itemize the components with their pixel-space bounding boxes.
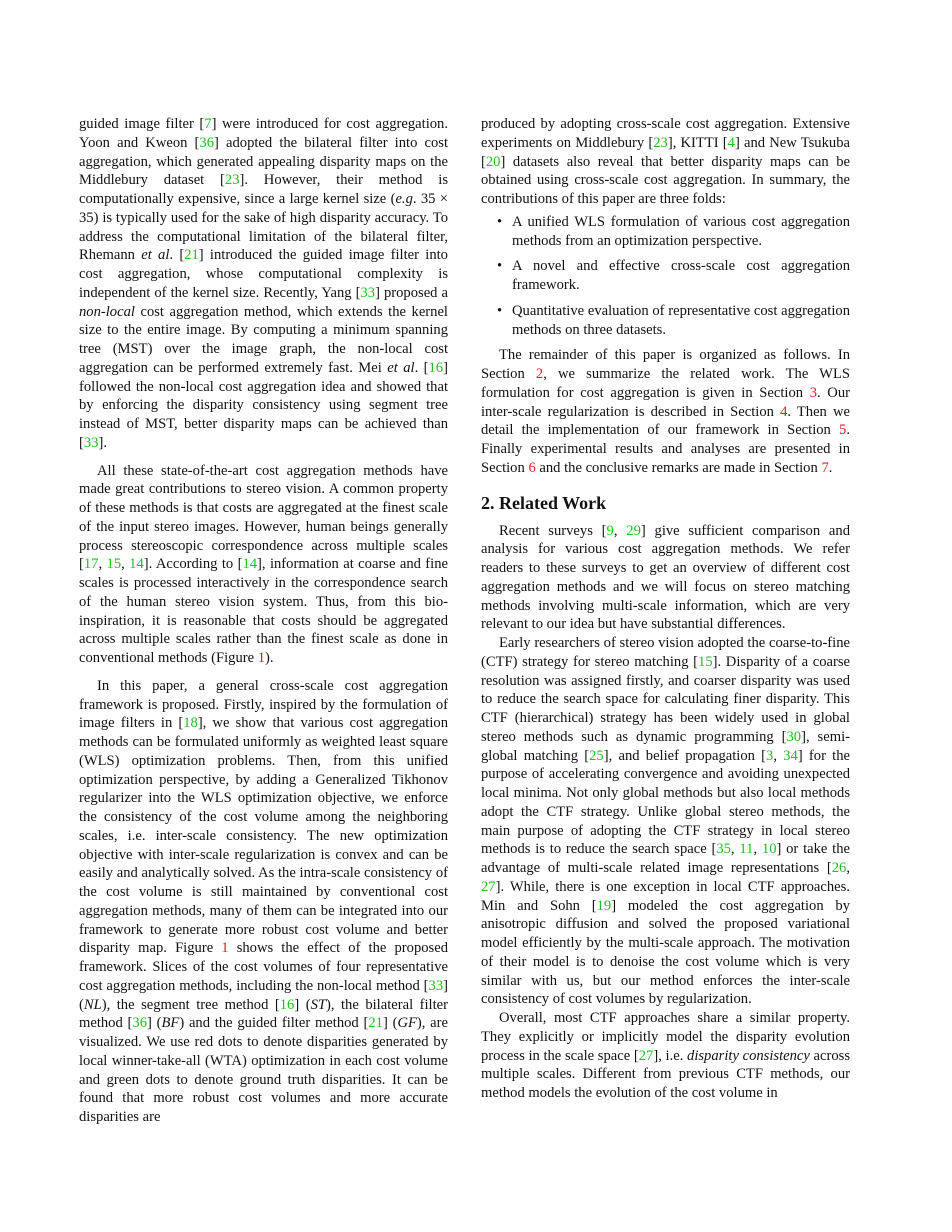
citation[interactable]: 15 [106,556,122,573]
citation[interactable]: 30 [786,728,802,745]
citation[interactable]: 3 [766,747,774,764]
citation[interactable]: 23 [653,134,668,151]
citation[interactable]: 15 [698,653,713,670]
citation[interactable]: 21 [368,1015,383,1032]
bullet-icon: • [497,302,503,319]
bullet-icon: • [497,213,503,230]
section-heading-related-work: 2. Related Work [481,492,607,513]
section-reference[interactable]: 6 [528,459,536,476]
list-item: • Quantitative evaluation of representative cost aggregation methods on three datasets. [497,302,850,338]
figure-reference[interactable]: 1 [257,650,266,666]
left-column [79,115,448,1127]
citation[interactable]: 33 [83,434,99,451]
citation[interactable]: 16 [428,359,444,376]
citation[interactable]: 21 [184,247,199,264]
paragraph-proposed-framework: In this paper, a general cross-scale cost aggregation framework is proposed. Firstly, inspired by the formulation of image filters in [18], we show that various cost aggregation methods can be formulated uniformly as weighted least square (WLS) optimization problems. Then, from this unified optimization perspective, by adding a Generalized Tikhonov regularizer into the WLS optimization objective, we enforce the consistency of the cost volume among the neighboring scales, i.e. inter-scale consistency. The new optimization objective with inter-scale regularization is convex and can be easily and analytically solved. As the intra-scale consistency of the cost volume is still maintained by conventional cost aggregation methods, many of them can be integrated into our framework to generate more robust cost volume and better disparity map. Figure 1 shows the effect of the proposed framework. Slices of the cost volumes of four representative cost aggregation methods, including the non-local method [33] (NL), the segment tree method [16] (ST), the bilateral filter method [36] (BF) and the guided filter method [21] (GF), are visualized. We use red dots to denote disparities generated by local winner-take-all (WTA) optimization in each cost volume and green dots to denote ground truth disparities. It can be found that more robust cost volumes and more accurate disparities are [79,677,449,1125]
paragraph-ctf-summary: Overall, most CTF approaches share a similar property. They explicitly or implicitly model the disparity evolution process in the scale space [27], i.e. disparity consistency across multiple scales. Different from previous CTF methods, our method models the evolution of the cost volume in [481,1010,851,1101]
citation[interactable]: 10 [761,841,777,858]
citation[interactable]: 27 [638,1047,654,1064]
figure-reference[interactable]: 1 [221,940,229,957]
citation[interactable]: 11 [739,841,754,858]
section-reference[interactable]: 3 [809,384,818,401]
citation[interactable]: 27 [481,878,496,895]
citation[interactable]: 18 [183,715,198,732]
section-reference[interactable]: 2 [535,366,544,382]
citation[interactable]: 4 [727,134,735,151]
citation[interactable]: 19 [596,897,612,914]
citation[interactable]: 23 [224,172,240,189]
section-reference[interactable]: 5 [839,422,847,439]
citation[interactable]: 26 [831,860,847,876]
citation[interactable]: 29 [626,522,641,539]
citation[interactable]: 36 [199,134,215,151]
citation[interactable]: 34 [783,747,798,764]
citation[interactable]: 7 [204,116,212,132]
list-item: • A novel and effective cross-scale cost aggregation framework. [497,258,850,293]
citation[interactable]: 36 [132,1015,147,1032]
citation[interactable]: 17 [83,556,99,573]
paragraph-experiments-summary: produced by adopting cross-scale cost aggregation. Extensive experiments on Middlebury [23], KITTI [4] and New Tsukuba [20] datasets also reveal that better disparity maps can be obtained using cross-scale cost aggregation. In summary, the contributions of this paper are three folds: [481,116,850,207]
right-column [481,115,850,1103]
citation[interactable]: 20 [485,153,501,170]
section-reference[interactable]: 4 [780,403,788,420]
section-reference[interactable]: 7 [821,459,829,476]
citation[interactable]: 35 [716,841,731,858]
list-item: • A unified WLS formulation of various cost aggregation methods from an optimization perspective. [497,213,850,249]
paragraph-coarse-to-fine: Early researchers of stereo vision adopted the coarse-to-fine (CTF) strategy for stereo matching [15]. Disparity of a coarse resolution was assigned firstly, and coarser disparity was used to reduce the search space for calculating finer disparity. This CTF (hierarchical) strategy has been widely used in global stereo methods such as dynamic programming [30], semi-global matching [25], and belief propagation [3, 34] for the purpose of accelerating convergence and avoiding unexpected local minima. Not only global methods but also local methods adopt the CTF strategy. Unlike global stereo methods, the main purpose of adopting the CTF strategy in local stereo methods is to reduce the search space [35, 11, 10] or take the advantage of multi-scale related image representations [26, 27]. While, there is one exception in local CTF approaches. Min and Sohn [19] modeled the cost aggregation by anisotropic diffusion and solved the proposed variational model efficiently by the multi-scale approach. The motivation of their model is to denoise the cost volume which is very similar with us, but our method enforces the inter-scale consistency of cost volumes by regularization. [481,635,851,1008]
paragraph-recent-surveys: Recent surveys [9, 29] give sufficient comparison and analysis for various cost aggregation methods. We refer readers to these surveys to get an overview of different cost aggregation methods and we will focus on stereo matching methods involving multi-scale information, which are very relevant to our idea but have substantial differences. [481,522,851,633]
citation[interactable]: 33 [360,284,376,301]
paragraph-paper-organization: The remainder of this paper is organized as follows. In Section 2, we summarize the related work. The WLS formulation for cost aggregation is given in Section 3. Our inter-scale regularization is described in Section 4. Then we detail the implementation of our framework in Section 5. Finally experimental results and analyses are presented in Section 6 and the conclusive remarks are made in Section 7. [481,347,851,476]
contributions-list [481,213,850,340]
citation[interactable]: 33 [428,977,444,994]
citation[interactable]: 25 [589,747,604,764]
citation[interactable]: 14 [242,556,258,573]
bullet-icon: • [497,258,503,275]
citation[interactable]: 9 [606,522,614,539]
citation[interactable]: 16 [279,996,295,1013]
paragraph-multiscale-motivation: All these state-of-the-art cost aggregation methods have made great contributions to stereo vision. A common property of these methods is that costs are aggregated at the finest scale of the input stereo images. However, human beings generally process stereoscopic correspondence across multiple scales [17, 15, 14]. According to [14], information at coarse and fine scales is processed interactively in the correspondence search of the human stereo vision system. Thus, from this bio-inspiration, it is reasonable that costs should be aggregated across multiple scales rather than the finest scale as done in conventional methods (Figure 1). [79,462,448,666]
paragraph-intro-continued: guided image filter [7] were introduced for cost aggregation. Yoon and Kweon [36] adopted the bilateral filter into cost aggregation, which generated appealing disparity maps on the Middlebury dataset [23]. However, their method is computationally expensive, since a large kernel size (e.g. 35 × 35) is typically used for the sake of high disparity accuracy. To address the computational limitation of the bilateral filter, Rhemann et al. [21] introduced the guided image filter into cost aggregation, whose computational complexity is independent of the kernel size. Recently, Yang [33] proposed a non-local cost aggregation method, which extends the kernel size to the entire image. By computing a minimum spanning tree (MST) over the image graph, the non-local cost aggregation can be performed extremely fast. Mei et al. [16] followed the non-local cost aggregation idea and showed that by enforcing the disparity consistency using segment tree instead of MST, better disparity maps can be achieved than [33]. [79,116,449,451]
citation[interactable]: 14 [129,556,144,573]
